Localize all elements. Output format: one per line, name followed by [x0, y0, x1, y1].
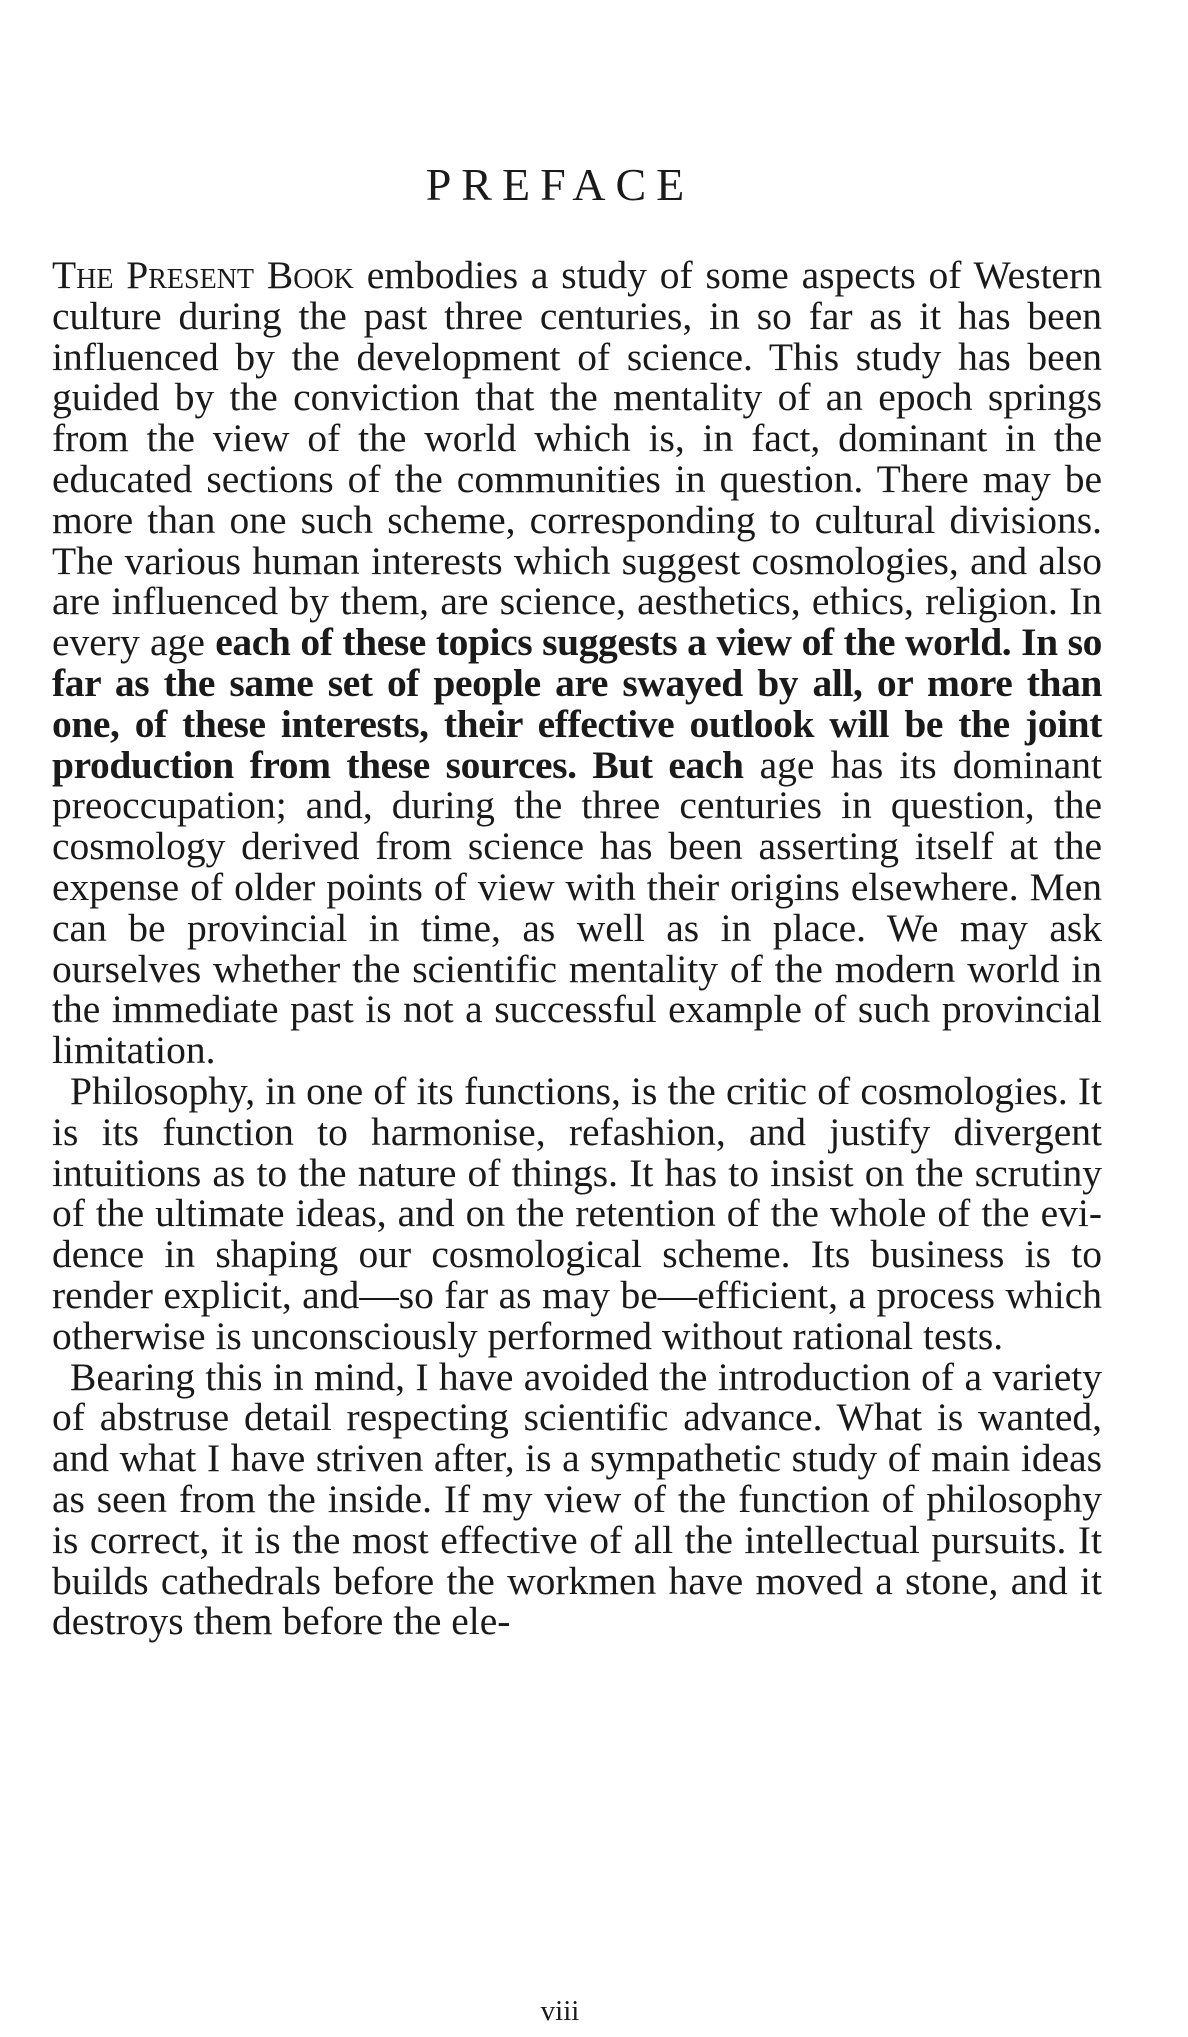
paragraph-1-text: embodies a study of some aspects of Western culture during the past three centuries, in so far as it has been influenced by the development of science. This study has been guided by the conviction that the mentality of an epoch springs from the view of the world which is, in fact, dominant in the educated sections of the communities in question. There may be more than one such scheme, corresponding to cultural divisions. The various human interests which suggest cosmologies, and also are influenced by them, are science, aesthetics, ethics, religion. In every age: [52, 253, 1102, 665]
paragraph-1-text-continued: age has its dominant preoccupation; and, during the three centuries in question, the cosmology derived from science has been asserting itself at the expense of older points of view with their origins elsewhere. Men can be provincial in time, as well as in place. We may ask ourselves whether the scientific mentality of the modern world in the immediate past is not a successful example of such provincial limitation.: [52, 742, 1102, 1073]
page-title: PREFACE: [425, 159, 695, 210]
paragraph-3: Bearing this in mind, I have avoided the introduction of a variety of abstruse detail respecting scientific advance. What is wanted, and what I have striven after, is a sympathetic study of main ideas as seen from the inside. If my view of the function of philosophy is correct, it is the most effective of all the intellectual pursuits. It builds cathedrals before the workmen have moved a stone, and it destroys them before the ele-: [52, 1354, 1102, 1644]
paragraph-2: Philosophy, in one of its functions, is the critic of cosmologies. It is its function to harmonise, refashion, and justify divergent intuitions as to the nature of things. It has to insist on the scrutiny of the ultimate ideas, and on the retention of the whole of the evidence in shaping our cosmological scheme. Its business is to render explicit, and—so far as may be—efficient, a process which otherwise is unconsciously performed without rational tests.: [52, 1068, 1102, 1358]
page-number: viii: [540, 1995, 580, 2027]
paragraph-1-bold-passage: each of these topics suggests a view of the world. In so far as the same set of people are swayed by all, or more than one, of these interests, their effective outlook will be the joint production from these sources. But each: [52, 620, 1102, 787]
opening-small-caps: The Present Book: [52, 253, 354, 297]
body-text: [52, 255, 1102, 1642]
paragraph-1: [52, 255, 1102, 1071]
